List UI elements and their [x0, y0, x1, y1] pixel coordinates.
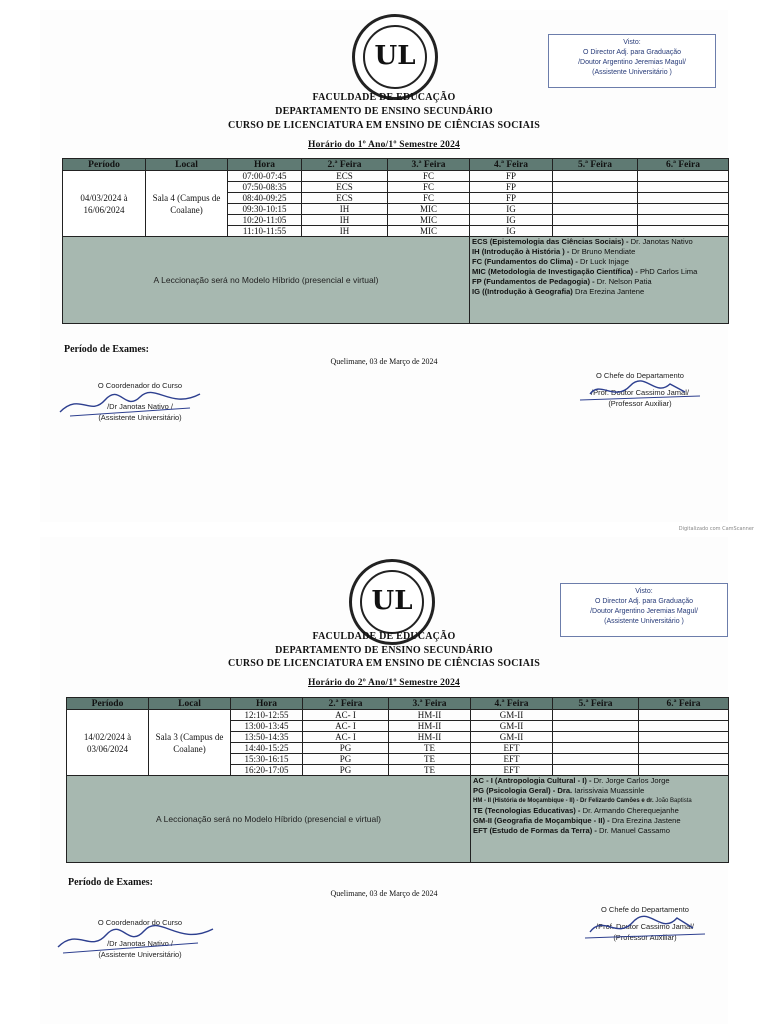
table-cell: GM-II: [471, 710, 553, 721]
table-cell: EFT: [471, 743, 553, 754]
hour-cell: 08:40-09:25: [228, 193, 302, 204]
table-cell: PG: [303, 754, 389, 765]
table-cell: [553, 732, 639, 743]
chief-role: (Professor Auxiliar): [608, 399, 672, 408]
legend-item: PG (Psicologia Geral) - Dra. Iarissivaia Muassinle: [473, 786, 645, 795]
hour-cell: 07:00-07:45: [228, 171, 302, 182]
schedule-table: [66, 697, 729, 863]
table-row: [67, 710, 729, 721]
visto-director: O Director Adj. para Graduação: [582, 49, 682, 56]
table-cell: IH: [302, 215, 388, 226]
visto-label: Visto:: [623, 39, 641, 46]
legend-cell: [471, 776, 729, 863]
visto-name: /Doutor Argentino Jeremias Magul/: [590, 608, 698, 615]
table-cell: [553, 765, 639, 776]
table-cell: [638, 226, 729, 237]
col-header-wednesday: 4.ª Feira: [471, 698, 553, 710]
table-cell: AC- I: [303, 732, 389, 743]
faculty-title: FACULDADE DE EDUCAÇÃO: [312, 92, 456, 103]
col-header-thursday: 5.ª Feira: [553, 159, 638, 171]
mode-note-cell: [67, 776, 471, 863]
table-cell: [638, 182, 729, 193]
local-cell: Sala 3 (Campus de Coalane): [149, 710, 231, 776]
table-cell: IG: [470, 226, 553, 237]
hour-cell: 14:40-15:25: [231, 743, 303, 754]
table-cell: [639, 732, 729, 743]
notes-row: [67, 776, 729, 863]
table-cell: GM-II: [471, 732, 553, 743]
legend-item: FP (Fundamentos de Pedagogia) - Dr. Nelson Patia: [472, 277, 652, 286]
chief-title: O Chefe do Departamento: [601, 905, 689, 914]
coordinator-name: /Dr Janotas Nativo /: [107, 939, 173, 948]
coordinator-role: (Assistente Universitário): [98, 950, 182, 959]
table-cell: [553, 743, 639, 754]
course-title: CURSO DE LICENCIATURA EM ENSINO DE CIÊNCIAS SOCIAIS: [227, 120, 541, 131]
logo-mark: UL: [371, 586, 413, 616]
hour-cell: 07:50-08:35: [228, 182, 302, 193]
schedule-title: Horário do 1º Ano/1º Semestre 2024: [308, 140, 460, 150]
chief-signature: [560, 372, 720, 408]
schedule-page-2: [40, 537, 728, 1024]
legend-cell: [470, 237, 729, 324]
table-cell: [553, 754, 639, 765]
table-cell: TE: [389, 743, 471, 754]
table-cell: HM-II: [389, 710, 471, 721]
legend-item: HM - II (História de Moçambique - II) - Dr Felizardo Camões e dr. João Baptista: [473, 798, 692, 804]
scanner-watermark: Digitalizado com CamScanner: [678, 526, 754, 532]
table-cell: [553, 171, 638, 182]
col-header-monday: 2.ª Feira: [302, 159, 388, 171]
table-cell: FP: [470, 171, 553, 182]
legend-item: MIC (Metodologia de Investigação Científica) - PhD Carlos Lima: [472, 267, 698, 276]
visto-label: Visto:: [635, 588, 653, 595]
visto-stamp: [560, 583, 728, 637]
schedule-title: Horário do 2º Ano/1º Semestre 2024: [308, 678, 460, 688]
table-cell: [553, 226, 638, 237]
table-cell: IH: [302, 226, 388, 237]
chief-name: /Prof. Doutor Cassimo Jamal/: [596, 922, 694, 931]
visto-role: (Assistente Universitário ): [604, 618, 684, 625]
col-header-tuesday: 3.ª Feira: [388, 159, 470, 171]
hour-cell: 12:10-12:55: [231, 710, 303, 721]
col-header-wednesday: 4.ª Feira: [470, 159, 553, 171]
col-header-period: Período: [67, 698, 149, 710]
legend-item: TE (Tecnologias Educativas) - Dr. Armando Cherequejanhe: [473, 806, 679, 815]
hour-cell: 16:20-17:05: [231, 765, 303, 776]
table-cell: MIC: [388, 226, 470, 237]
hour-cell: 10:20-11:05: [228, 215, 302, 226]
coordinator-signature-block: [60, 380, 220, 423]
coordinator-signature-block: [60, 917, 220, 960]
coordinator-signature: [50, 382, 210, 422]
visto-role: (Assistente Universitário ): [592, 69, 672, 76]
chief-role: (Professor Auxiliar): [613, 933, 677, 942]
legend-item: IH (Introdução à História ) - Dr Bruno Mendiate: [472, 247, 636, 256]
table-cell: [553, 710, 639, 721]
table-cell: FC: [388, 171, 470, 182]
table-cell: FP: [470, 193, 553, 204]
department-title: DEPARTAMENTO DE ENSINO SECUNDÁRIO: [275, 645, 493, 656]
schedule-page-1: [40, 10, 728, 522]
mode-note-cell: [63, 237, 470, 324]
table-cell: [639, 710, 729, 721]
chief-signature-block: [565, 904, 725, 943]
hour-cell: 09:30-10:15: [228, 204, 302, 215]
coordinator-title: O Coordenador do Curso: [97, 918, 183, 927]
table-cell: [638, 204, 729, 215]
table-cell: [553, 721, 639, 732]
table-cell: [553, 204, 638, 215]
chief-name: /Prof. Doutor Cassimo Jamal/: [591, 388, 689, 397]
table-cell: HM-II: [389, 732, 471, 743]
table-cell: IH: [302, 204, 388, 215]
col-header-monday: 2.ª Feira: [303, 698, 389, 710]
chief-signature-block: [560, 370, 720, 409]
legend-item: EFT (Estudo de Formas da Terra) - Dr. Manuel Cassamo: [473, 826, 670, 835]
coordinator-role: (Assistente Universitário): [98, 413, 182, 422]
table-cell: [639, 721, 729, 732]
legend-item: ECS (Epistemologia das Ciências Sociais) - Dr. Janotas Nativo: [472, 237, 693, 246]
table-cell: IG: [470, 215, 553, 226]
schedule-table: [62, 158, 729, 324]
col-header-local: Local: [149, 698, 231, 710]
table-cell: [638, 171, 729, 182]
faculty-title: FACULDADE DE EDUCAÇÃO: [312, 631, 456, 642]
table-cell: [553, 215, 638, 226]
chief-signature: [565, 908, 725, 944]
table-cell: PG: [303, 743, 389, 754]
table-cell: FC: [388, 193, 470, 204]
table-cell: ECS: [302, 182, 388, 193]
table-cell: [638, 193, 729, 204]
coordinator-signature: [48, 919, 218, 959]
hour-cell: 13:50-14:35: [231, 732, 303, 743]
table-header-row: [63, 159, 729, 171]
exam-period-label: Período de Exames:: [68, 877, 153, 888]
place-date: Quelimane, 03 de Março de 2024: [330, 889, 438, 898]
col-header-local: Local: [146, 159, 228, 171]
table-cell: [638, 215, 729, 226]
table-cell: [639, 743, 729, 754]
table-cell: [639, 765, 729, 776]
col-header-tuesday: 3.ª Feira: [389, 698, 471, 710]
table-cell: MIC: [388, 204, 470, 215]
col-header-friday: 6.ª Feira: [638, 159, 729, 171]
mode-note: A Leccionação será no Modelo Híbrido (presencial e virtual): [156, 814, 381, 824]
hour-cell: 13:00-13:45: [231, 721, 303, 732]
col-header-hour: Hora: [228, 159, 302, 171]
table-cell: [553, 182, 638, 193]
table-cell: FC: [388, 182, 470, 193]
period-cell: 14/02/2024 à 03/06/2024: [67, 710, 149, 776]
legend-item: GM-II (Geografia de Moçambique - II) - Dra Erezina Jastene: [473, 816, 681, 825]
visto-name: /Doutor Argentino Jeremias Magul/: [578, 59, 686, 66]
department-title: DEPARTAMENTO DE ENSINO SECUNDÁRIO: [275, 106, 493, 117]
coordinator-name: /Dr Janotas Nativo /: [107, 402, 173, 411]
table-cell: GM-II: [471, 721, 553, 732]
visto-stamp: [548, 34, 716, 88]
local-cell: Sala 4 (Campus de Coalane): [146, 171, 228, 237]
table-cell: IG: [470, 204, 553, 215]
logo-mark: UL: [374, 41, 416, 71]
notes-row: [63, 237, 729, 324]
table-cell: HM-II: [389, 721, 471, 732]
table-cell: AC- I: [303, 710, 389, 721]
legend-item: FC (Fundamentos do Clima) - Dr Luck Injage: [472, 257, 629, 266]
legend-item: IG ((Introdução à Geografia) Dra Erezina Jantene: [472, 287, 645, 296]
table-cell: EFT: [471, 765, 553, 776]
table-row: [63, 171, 729, 182]
table-cell: TE: [389, 765, 471, 776]
place-date: Quelimane, 03 de Março de 2024: [330, 357, 438, 366]
table-cell: [639, 754, 729, 765]
exam-period-label: Período de Exames:: [64, 344, 149, 355]
chief-title: O Chefe do Departamento: [596, 371, 684, 380]
hour-cell: 11:10-11:55: [228, 226, 302, 237]
table-cell: PG: [303, 765, 389, 776]
table-cell: FP: [470, 182, 553, 193]
table-cell: ECS: [302, 171, 388, 182]
mode-note: A Leccionação será no Modelo Híbrido (presencial e virtual): [153, 275, 379, 285]
table-cell: [553, 193, 638, 204]
col-header-thursday: 5.ª Feira: [553, 698, 639, 710]
col-header-period: Período: [63, 159, 146, 171]
table-cell: TE: [389, 754, 471, 765]
course-title: CURSO DE LICENCIATURA EM ENSINO DE CIÊNCIAS SOCIAIS: [227, 658, 541, 669]
table-cell: ECS: [302, 193, 388, 204]
university-logo: [352, 14, 438, 100]
coordinator-title: O Coordenador do Curso: [97, 381, 183, 390]
visto-director: O Director Adj. para Graduação: [594, 598, 694, 605]
period-cell: 04/03/2024 à 16/06/2024: [63, 171, 146, 237]
table-cell: AC- I: [303, 721, 389, 732]
table-header-row: [67, 698, 729, 710]
table-cell: EFT: [471, 754, 553, 765]
col-header-hour: Hora: [231, 698, 303, 710]
hour-cell: 15:30-16:15: [231, 754, 303, 765]
table-cell: MIC: [388, 215, 470, 226]
col-header-friday: 6.ª Feira: [639, 698, 729, 710]
legend-item: AC - I (Antropologia Cultural - I) - Dr. Jorge Carlos Jorge: [473, 776, 670, 785]
